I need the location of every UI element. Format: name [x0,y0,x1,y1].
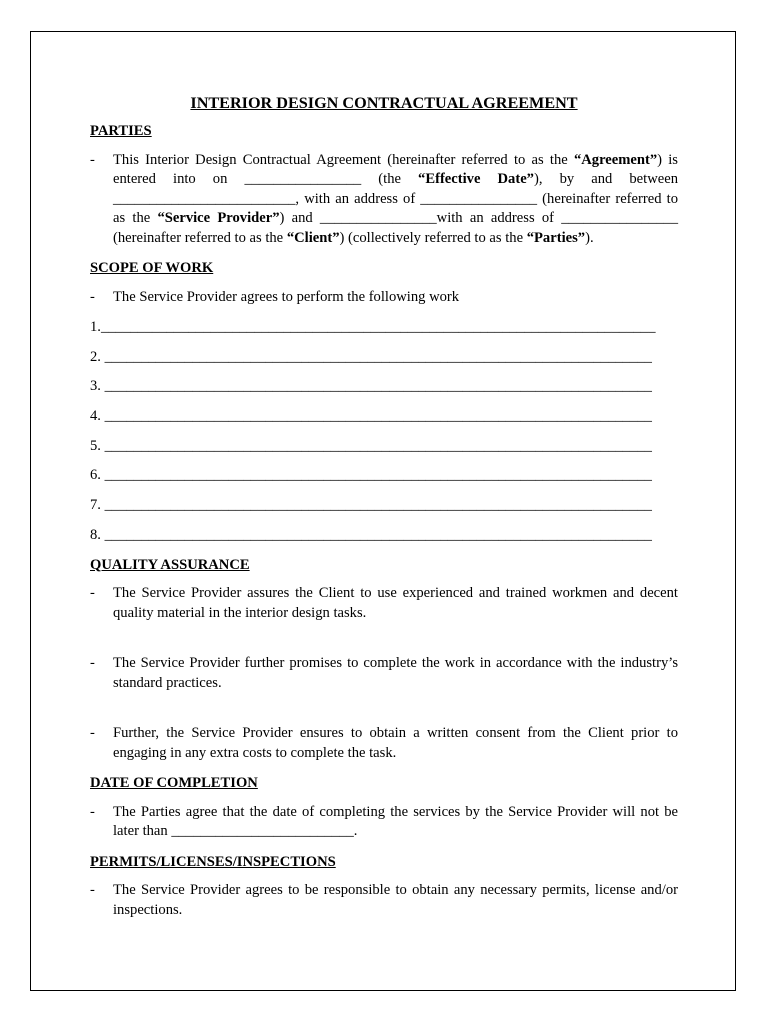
defined-term-parties: “Parties” [526,229,586,246]
permits-item [90,881,678,920]
quality-item [90,654,678,693]
work-line-1: 1.____________________________________________________________________________ [90,319,656,335]
quality-item [90,724,678,763]
scope-intro: The Service Provider agrees to perform the following work [113,288,460,305]
parties-text-part: ), by and between _________________________, with an address of ________________ (hereinafter referred to as the [113,171,678,226]
document-body [90,92,678,931]
quality-heading: QUALITY ASSURANCE [90,556,250,573]
parties-heading: PARTIES [90,123,152,139]
defined-term-agreement: “Agreement” [573,151,658,168]
bullet-dash: - [90,725,95,741]
document-title: INTERIOR DESIGN CONTRACTUAL AGREEMENT [190,94,578,112]
work-line-6: 6. ___________________________________________________________________________ [90,467,652,484]
bullet-dash: - [90,151,95,168]
bullet-dash: - [90,803,95,820]
permits-text: The Service Provider agrees to be responsible to obtain any necessary permits, license and/or inspections. [113,882,678,918]
scope-work-lines [90,318,678,545]
parties-text-part: ) (collectively referred to as the [339,229,527,246]
bullet-dash: - [90,655,95,671]
quality-text: Further, the Service Provider ensures to obtain a written consent from the Client prior to engaging in any extra costs to complete the task. [113,725,678,761]
spacer [90,704,678,724]
scope-intro-item [90,288,678,308]
parties-text-part: This Interior Design Contractual Agreement (hereinafter referred to as the [113,151,574,168]
spacer [90,634,678,654]
bullet-dash: - [90,585,95,601]
work-line-7: 7. ___________________________________________________________________________ [90,497,652,514]
parties-text-part: ). [585,229,594,246]
parties-text-part: ) and ________________with an address of ________________ (hereinafter referred to as the [113,210,678,246]
permits-heading: PERMITS/LICENSES/INSPECTIONS [90,853,336,870]
work-line-2: 2. ___________________________________________________________________________ [90,348,652,365]
parties-text [113,151,678,249]
quality-text: The Service Provider assures the Client to use experienced and trained workmen and decent quality material in the interior design tasks. [113,585,678,621]
work-line-5: 5. ___________________________________________________________________________ [90,437,652,454]
completion-item [90,803,678,842]
quality-item [90,584,678,623]
parties-text-part: ) is entered into on ________________ (the [113,151,678,187]
completion-text: The Parties agree that the date of completing the services by the Service Provider will not be later than _________________________. [113,803,678,839]
quality-text: The Service Provider further promises to complete the work in accordance with the industry’s standard practices. [113,655,678,691]
defined-term-effective-date: “Effective Date” [418,171,534,187]
completion-heading: DATE OF COMPLETION [90,775,258,791]
defined-term-client: “Client” [286,229,340,246]
bullet-dash: - [90,288,95,305]
work-line-8: 8. ___________________________________________________________________________ [90,526,652,543]
work-line-3: 3. ___________________________________________________________________________ [90,378,652,395]
parties-clause [90,151,678,249]
defined-term-service-provider: “Service Provider” [157,210,280,226]
work-line-4: 4. ___________________________________________________________________________ [90,408,652,425]
bullet-dash: - [90,882,95,898]
scope-heading: SCOPE OF WORK [90,260,214,276]
